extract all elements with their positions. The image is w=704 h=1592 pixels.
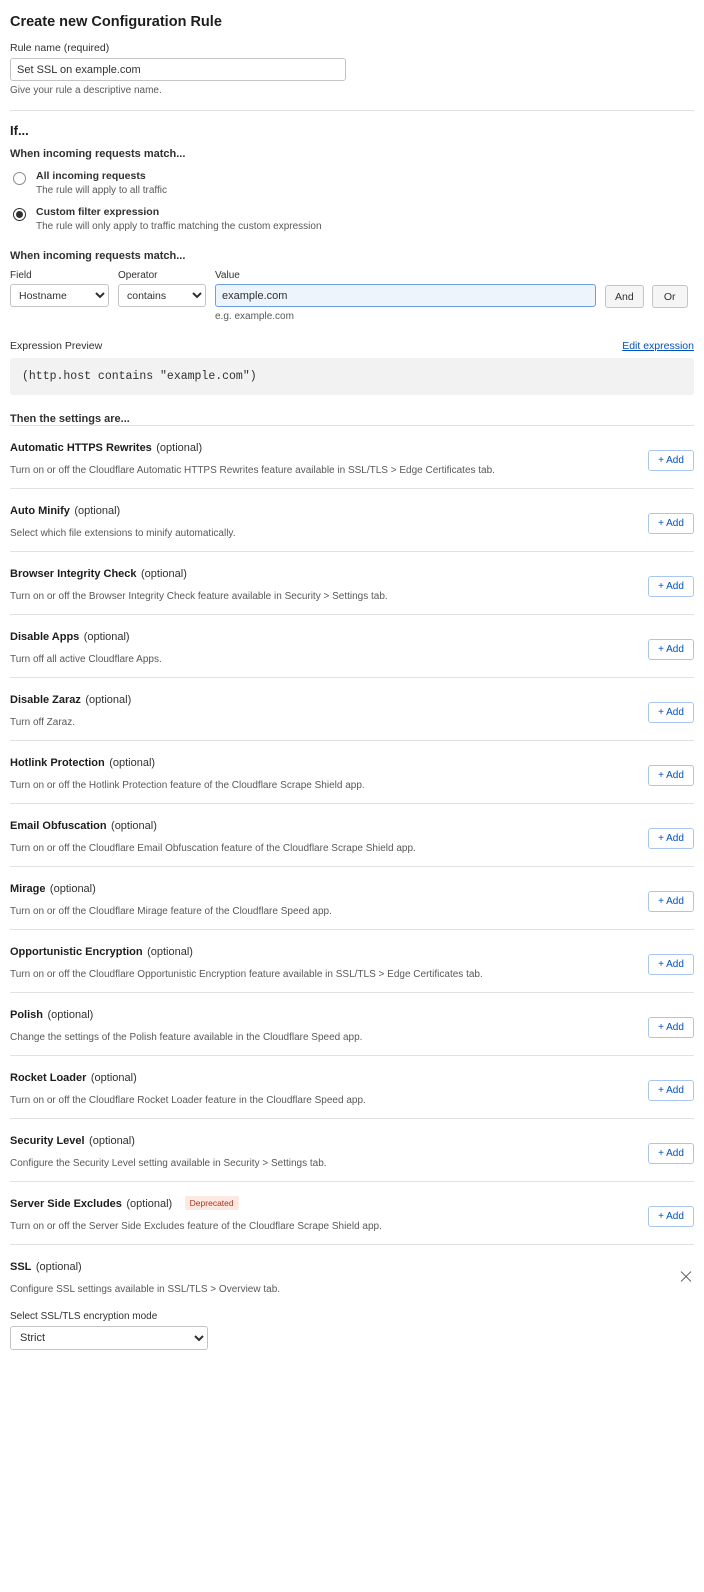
setting-text	[10, 1131, 648, 1169]
setting-title	[10, 564, 634, 582]
add-setting-button[interactable]: + Add	[648, 576, 694, 597]
edit-expression-link[interactable]: Edit expression	[622, 340, 694, 352]
setting-description: Change the settings of the Polish feature available in the Cloudflare Speed app.	[10, 1032, 363, 1043]
radio-label-all: All incoming requests	[36, 170, 146, 182]
field-label: Field	[10, 270, 32, 281]
setting-text	[10, 816, 648, 854]
setting-optional: (optional)	[35, 1261, 82, 1273]
setting-name: Email Obfuscation	[10, 820, 107, 832]
value-column	[215, 270, 596, 322]
setting-description: Turn on or off the Cloudflare Email Obfuscation feature of the Cloudflare Scrape Shield app.	[10, 843, 416, 854]
setting-title	[10, 1194, 634, 1212]
rule-name-input[interactable]	[10, 58, 346, 81]
setting-text	[10, 753, 648, 791]
setting-name: Rocket Loader	[10, 1072, 87, 1084]
radio-desc-all: The rule will apply to all traffic	[36, 185, 167, 196]
setting-title	[10, 753, 634, 771]
ssl-mode-label: Select SSL/TLS encryption mode	[10, 1311, 158, 1322]
setting-title	[10, 816, 634, 834]
setting-text	[10, 1005, 648, 1043]
setting-name: Browser Integrity Check	[10, 568, 137, 580]
setting-title	[10, 501, 634, 519]
setting-description: Configure SSL settings available in SSL/TLS > Overview tab.	[10, 1284, 281, 1295]
expression-preview-box: (http.host contains "example.com")	[10, 358, 694, 395]
add-setting-button[interactable]: + Add	[648, 450, 694, 471]
setting-row	[10, 866, 694, 929]
setting-text	[10, 942, 648, 980]
setting-name: Disable Zaraz	[10, 694, 81, 706]
setting-description: Select which file extensions to minify automatically.	[10, 528, 236, 539]
add-setting-button[interactable]: + Add	[648, 1017, 694, 1038]
setting-optional: (optional)	[147, 946, 193, 958]
setting-text	[10, 690, 648, 728]
setting-row	[10, 740, 694, 803]
setting-name: Mirage	[10, 883, 46, 895]
page-title: Create new Configuration Rule	[10, 14, 222, 30]
radio-icon-custom[interactable]	[13, 208, 26, 221]
setting-optional: (optional)	[83, 631, 130, 643]
rule-name-help: Give your rule a descriptive name.	[10, 85, 162, 96]
radio-custom-filter-expression[interactable]	[10, 206, 694, 232]
setting-description: Turn on or off the Cloudflare Rocket Loader feature in the Cloudflare Speed app.	[10, 1095, 366, 1106]
setting-row-ssl	[10, 1244, 694, 1356]
value-label: Value	[215, 270, 240, 281]
setting-row	[10, 614, 694, 677]
setting-name: Disable Apps	[10, 631, 80, 643]
setting-name: Automatic HTTPS Rewrites	[10, 442, 152, 454]
radio-all-incoming-requests[interactable]	[10, 170, 694, 196]
setting-title	[10, 942, 634, 960]
expression-builder-heading: When incoming requests match...	[10, 250, 186, 262]
setting-row	[10, 1055, 694, 1118]
setting-name: Server Side Excludes	[10, 1198, 122, 1210]
setting-row	[10, 992, 694, 1055]
then-heading: Then the settings are...	[10, 413, 130, 425]
setting-description: Turn on or off the Hotlink Protection feature of the Cloudflare Scrape Shield app.	[10, 780, 365, 791]
setting-title	[10, 1068, 634, 1086]
status-badge: Deprecated	[185, 1196, 239, 1210]
setting-description: Turn off all active Cloudflare Apps.	[10, 654, 162, 665]
setting-description: Turn on or off the Browser Integrity Check feature available in Security > Settings tab.	[10, 591, 388, 602]
setting-title	[10, 879, 634, 897]
setting-row	[10, 803, 694, 866]
add-setting-button[interactable]: + Add	[648, 891, 694, 912]
setting-row	[10, 425, 694, 488]
radio-icon-all[interactable]	[13, 172, 26, 185]
setting-row	[10, 551, 694, 614]
setting-text	[10, 1068, 648, 1106]
add-setting-button[interactable]: + Add	[648, 1080, 694, 1101]
setting-row	[10, 929, 694, 992]
setting-title	[10, 627, 634, 645]
setting-optional: (optional)	[49, 883, 96, 895]
radio-label-custom: Custom filter expression	[36, 206, 160, 218]
ssl-mode-select[interactable]	[10, 1326, 208, 1350]
setting-row	[10, 677, 694, 740]
setting-row	[10, 1181, 694, 1244]
setting-title	[10, 1131, 634, 1149]
expression-preview-header	[10, 340, 694, 352]
setting-description: Turn on or off the Cloudflare Mirage feature of the Cloudflare Speed app.	[10, 906, 332, 917]
setting-name: Auto Minify	[10, 505, 70, 517]
field-select[interactable]	[10, 284, 109, 307]
rule-name-group	[10, 42, 694, 96]
expression-preview-label: Expression Preview	[10, 340, 103, 352]
if-subhead: When incoming requests match...	[10, 148, 186, 160]
setting-row	[10, 488, 694, 551]
value-hint: e.g. example.com	[215, 311, 294, 322]
setting-optional: (optional)	[85, 694, 132, 706]
setting-description: Turn off Zaraz.	[10, 717, 76, 728]
setting-optional: (optional)	[74, 505, 121, 517]
setting-title	[10, 438, 634, 456]
setting-name: Opportunistic Encryption	[10, 946, 143, 958]
setting-text	[10, 564, 648, 602]
if-heading: If...	[10, 123, 29, 138]
setting-name: SSL	[10, 1261, 32, 1273]
setting-name: Security Level	[10, 1135, 85, 1147]
setting-optional: (optional)	[141, 568, 187, 580]
setting-name: Polish	[10, 1009, 44, 1021]
setting-optional: (optional)	[109, 757, 156, 769]
add-setting-button[interactable]: + Add	[648, 828, 694, 849]
setting-optional: (optional)	[111, 820, 157, 832]
setting-text	[10, 438, 648, 476]
setting-text	[10, 627, 648, 665]
add-setting-button[interactable]: + Add	[648, 1206, 694, 1227]
logic-buttons	[605, 270, 688, 308]
setting-optional: (optional)	[47, 1009, 94, 1021]
add-setting-button[interactable]: + Add	[648, 513, 694, 534]
setting-optional: (optional)	[89, 1135, 135, 1147]
setting-text	[10, 879, 648, 917]
add-setting-button[interactable]: + Add	[648, 954, 694, 975]
divider-if	[10, 110, 694, 111]
add-setting-button[interactable]: + Add	[648, 639, 694, 660]
setting-description: Configure the Security Level setting available in Security > Settings tab.	[10, 1158, 327, 1169]
setting-description: Turn on or off the Server Side Excludes feature of the Cloudflare Scrape Shield app.	[10, 1221, 382, 1232]
add-setting-button[interactable]: + Add	[648, 1143, 694, 1164]
add-setting-button[interactable]: + Add	[648, 702, 694, 723]
setting-title	[10, 690, 634, 708]
operator-column	[118, 270, 206, 307]
or-button[interactable]: Or	[652, 285, 688, 308]
setting-text	[10, 1257, 678, 1350]
setting-description: Turn on or off the Cloudflare Opportunistic Encryption feature available in SSL/TLS > Edge Certificates tab.	[10, 969, 483, 980]
and-button[interactable]: And	[605, 285, 644, 308]
radio-desc-custom: The rule will only apply to traffic matching the custom expression	[36, 221, 322, 232]
setting-row	[10, 1118, 694, 1181]
operator-label: Operator	[118, 270, 158, 281]
close-icon[interactable]	[678, 1269, 694, 1285]
setting-text	[10, 501, 648, 539]
setting-text	[10, 1194, 648, 1232]
setting-optional: (optional)	[156, 442, 203, 454]
value-input[interactable]	[215, 284, 596, 307]
setting-name: Hotlink Protection	[10, 757, 105, 769]
add-setting-button[interactable]: + Add	[648, 765, 694, 786]
setting-description: Turn on or off the Cloudflare Automatic HTTPS Rewrites feature available in SSL/TLS > Edge Certificates tab.	[10, 465, 495, 476]
setting-title	[10, 1257, 664, 1275]
operator-select[interactable]	[118, 284, 206, 307]
rule-name-label: Rule name (required)	[10, 42, 110, 54]
setting-optional: (optional)	[90, 1072, 137, 1084]
expression-builder-row	[10, 270, 694, 322]
setting-optional: (optional)	[126, 1198, 173, 1210]
field-column	[10, 270, 109, 307]
setting-title	[10, 1005, 634, 1023]
